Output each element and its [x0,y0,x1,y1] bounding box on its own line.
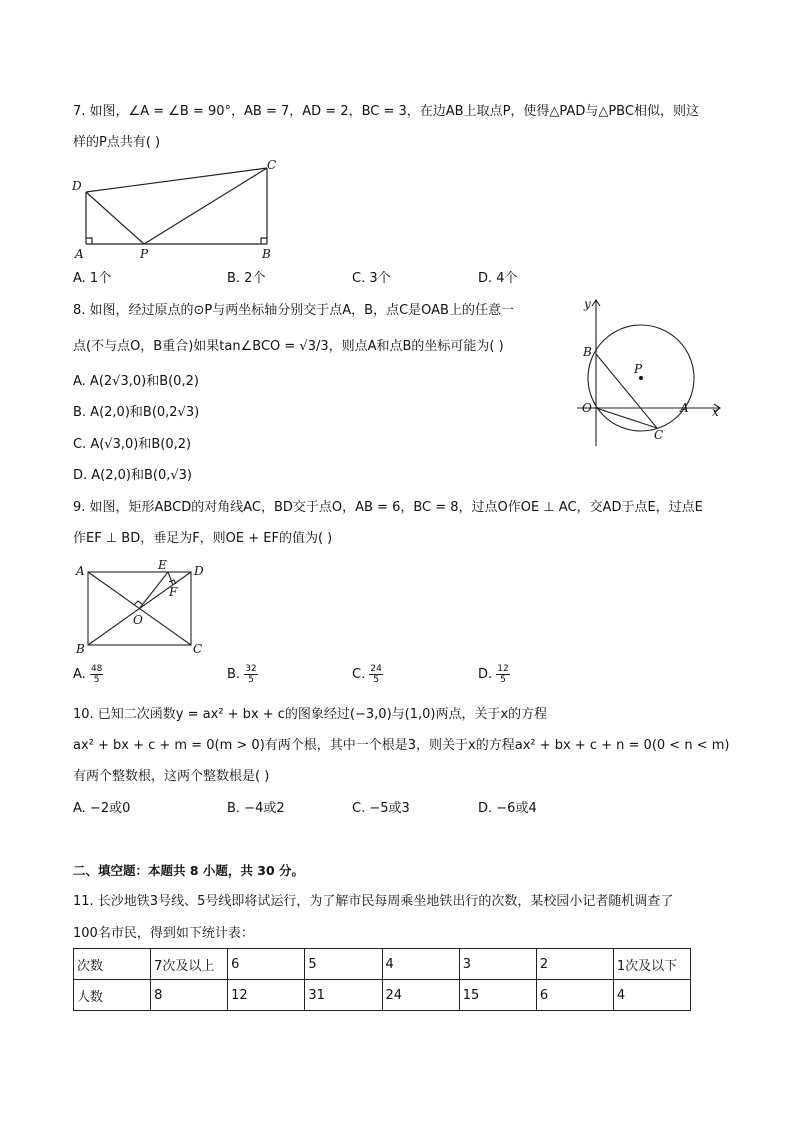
q9-option-a-numerator: 48 [90,664,103,674]
q10-text-line2: ax² + bx + c + m = 0(m > 0)有两个根，其中一个根是3，则关于x的方程ax² + bx + c + n = 0(0 < n < m) [73,738,730,753]
q8-label-y: y [584,297,591,311]
q9-option-c-fraction [369,664,382,685]
q7-segment-DC [86,168,267,192]
q7-label-P: P [140,247,149,261]
q9-label-O: O [133,613,143,627]
q8-figure [572,296,722,448]
q7-text-line1: 7. 如图，∠A = ∠B = 90°，AB = 7，AD = 2，BC = 3，在边AB上取点P，使得△PAD与△PBC相似，则这 [73,104,699,119]
q10-option-a: A. −2或0 [73,801,131,816]
q9-option-a-label: A. [73,667,86,682]
table-cell: 人数 [74,980,151,1011]
q7-label-B: B [262,247,271,261]
table-cell: 1次及以下 [613,949,690,980]
q7-option-b: B. 2个 [227,271,266,286]
q9-label-B: B [76,642,85,656]
q9-option-c-numerator: 24 [370,664,382,674]
q9-option-b-numerator: 32 [245,664,257,674]
q8-option-c: C. A(√3,0)和B(0,2) [73,437,192,452]
q10-text-line3: 有两个整数根，这两个整数根是( ) [73,769,270,784]
table-cell: 6 [536,980,613,1011]
q7-right-angle-A [86,238,92,244]
q8-label-C: C [654,428,664,442]
q7-label-D: D [72,179,82,193]
q9-option-d-denominator: 5 [500,675,506,685]
table-row [74,949,691,980]
q8-center-dot [639,376,643,380]
q9-figure [72,558,212,658]
table-cell: 次数 [74,949,151,980]
q9-text-line1: 9. 如图，矩形ABCD的对角线AC，BD交于点O，AB = 6，BC = 8，过点O作OE ⊥ AC，交AD于点E，过点E [73,500,703,515]
q7-figure [70,160,285,264]
table-cell: 6 [228,949,305,980]
q8-option-d: D. A(2,0)和B(0,√3) [73,468,193,483]
q9-segment-OE [139,572,168,609]
q9-label-E: E [158,558,167,572]
table-cell: 7次及以上 [151,949,228,980]
q9-option-b-label: B. [227,667,241,682]
section-title-fill-in: 二、填空题：本题共 8 小题，共 30 分。 [73,863,305,878]
q7-text-line2: 样的P点共有( ) [73,135,161,150]
table-cell: 4 [613,980,690,1011]
q8-label-B: B [583,345,592,359]
table-cell: 24 [382,980,459,1011]
q11-text-line1: 11. 长沙地铁3号线、5号线即将试运行，为了解市民每周乘坐地铁出行的次数，某校园小记者随机调查了 [73,894,674,909]
q9-option-d-label: D. [478,667,493,682]
q8-segment-OC [596,408,657,428]
q7-segment-DP [86,192,144,244]
table-cell: 8 [151,980,228,1011]
q8-label-A: A [680,401,689,415]
q8-option-a: A. A(2√3,0)和B(0,2) [73,374,199,389]
q7-right-angle-B [261,238,267,244]
q8-label-O: O [582,401,592,415]
q7-segment-PC [144,168,267,244]
table-row [74,980,691,1011]
q11-stats-table [73,948,691,1011]
q7-option-c: C. 3个 [352,271,391,286]
q11-text-line2: 100名市民，得到如下统计表： [73,926,254,941]
q9-option-b [227,664,258,685]
q9-option-d [478,664,510,685]
q10-option-b: B. −4或2 [227,801,285,816]
table-cell: 3 [459,949,536,980]
q10-text-line1: 10. 已知二次函数y = ax² + bx + c的图象经过(−3,0)与(1,0)两点，关于x的方程 [73,707,548,722]
q9-option-d-numerator: 12 [497,664,509,674]
q8-option-b: B. A(2,0)和B(0,2√3) [73,405,200,420]
table-cell: 5 [305,949,382,980]
q7-option-a: A. 1个 [73,271,112,286]
q9-right-angle-O [134,601,142,605]
table-cell: 15 [459,980,536,1011]
q10-option-d: D. −6或4 [478,801,537,816]
q8-text-line1: 8. 如图，经过原点的⊙P与两坐标轴分别交于点A，B，点C是OAB上的任意一 [73,303,514,318]
q9-segment-EF [168,572,173,585]
q9-label-F: F [169,585,178,599]
q10-option-c: C. −5或3 [352,801,410,816]
q9-option-a-fraction [90,664,103,685]
q7-label-C: C [267,160,277,172]
table-cell: 2 [536,949,613,980]
table-cell: 12 [228,980,305,1011]
q7-option-d: D. 4个 [478,271,518,286]
q9-option-a [73,664,103,685]
q9-option-b-denominator: 5 [248,675,254,685]
q7-label-A: A [75,247,84,261]
q9-label-C: C [193,642,203,656]
q9-label-A: A [76,564,85,578]
q9-option-c [352,664,383,685]
q8-text-line2: 点(不与点O，B重合)如果tan∠BCO = √3/3，则点A和点B的坐标可能为( ) [73,339,504,354]
table-cell: 31 [305,980,382,1011]
q9-option-a-denominator: 5 [93,675,100,685]
q9-option-c-denominator: 5 [373,675,379,685]
q9-text-line2: 作EF ⊥ BD，垂足为F，则OE + EF的值为( ) [73,531,333,546]
q9-option-d-fraction [496,664,509,685]
q8-label-x: x [712,405,719,419]
q9-option-b-fraction [244,664,257,685]
q9-label-D: D [194,564,204,578]
q8-label-P: P [634,362,643,376]
table-cell: 4 [382,949,459,980]
q9-option-c-label: C. [352,667,366,682]
